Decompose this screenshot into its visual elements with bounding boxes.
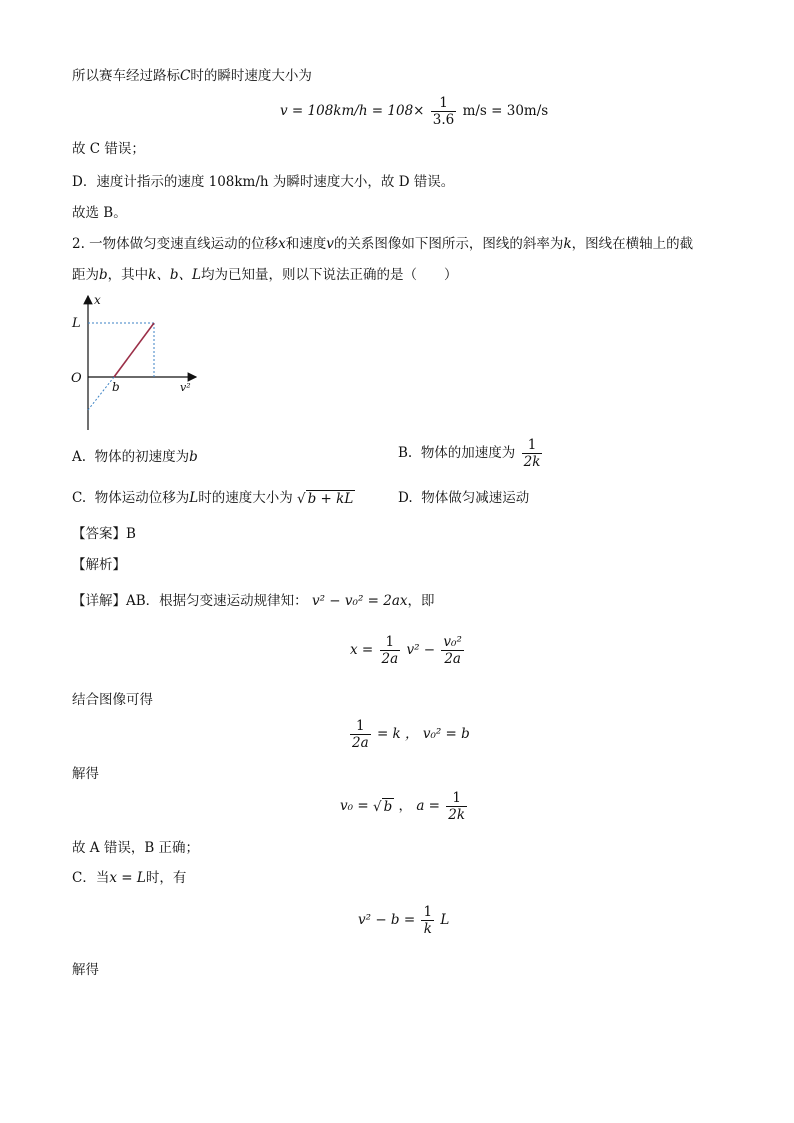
text: ，其中 <box>107 267 149 283</box>
x-axis-label: v² <box>180 381 191 394</box>
option-c[interactable] <box>72 488 355 509</box>
question-2-line-2 <box>72 265 457 285</box>
sqrt: √ b + kL <box>297 490 354 507</box>
option-label: D. <box>398 490 413 506</box>
option-text-2: 时的速度大小为 <box>198 490 293 506</box>
origin-label: O <box>71 371 82 386</box>
eq1-den: 3.6 <box>432 112 455 128</box>
detail-label: 【详解】 <box>72 593 126 609</box>
option-text: 物体的加速度为 <box>420 445 516 461</box>
paragraph-9: 解得 <box>72 962 99 978</box>
text: C．当 <box>72 870 110 886</box>
option-b-fraction <box>522 437 543 470</box>
var-v: v <box>326 236 334 252</box>
eq4-lhs: v₀ = <box>340 798 369 814</box>
analysis-label: 【解析】 <box>72 557 126 573</box>
option-b[interactable] <box>398 437 544 470</box>
equation-5 <box>358 904 449 937</box>
var-x: x <box>278 236 286 252</box>
option-a[interactable] <box>72 447 198 467</box>
eq1-num: 1 <box>439 95 448 111</box>
num: 1 <box>452 790 461 806</box>
question-2-line-1 <box>72 234 693 254</box>
paragraph-8 <box>72 868 186 888</box>
var-l: L <box>189 490 199 506</box>
var-k: k <box>563 236 572 252</box>
eq2-frac-2 <box>441 634 463 667</box>
num: 1 <box>356 718 365 734</box>
eq2-frac-1 <box>380 634 401 667</box>
eq5-rhs: L <box>440 912 450 928</box>
text: 均为已知量，则以下说法正确的是（ ） <box>200 267 458 283</box>
option-text: 物体做匀减速运动 <box>421 490 530 506</box>
eq2-mid: v² − <box>406 642 436 658</box>
equation-2 <box>350 634 466 667</box>
text: 和速度 <box>285 236 327 252</box>
option-label: A. <box>72 449 87 465</box>
x-v2-graph <box>66 290 206 435</box>
var-c: C <box>180 68 191 84</box>
radicand: b <box>383 798 393 815</box>
graph-line <box>114 323 154 377</box>
eq1-fraction <box>431 95 456 128</box>
answer-value: B <box>126 526 136 542</box>
y-mark-label: L <box>72 316 81 331</box>
num: 1 <box>423 904 433 920</box>
text: 距为 <box>72 267 99 283</box>
detail-equation: v² − v₀² = 2ax <box>311 593 408 609</box>
den: 2a <box>441 650 463 667</box>
paragraph-5: 结合图像可得 <box>72 692 153 708</box>
paragraph-7: 故 A 错误，B 正确； <box>72 840 200 856</box>
eq1-rhs: m/s = 30m/s <box>462 103 549 119</box>
x-mark-label: b <box>112 380 120 394</box>
var-b: b <box>189 449 198 465</box>
paragraph-4: 故选 B。 <box>72 205 127 221</box>
eq3-mid: = k ， <box>376 726 419 742</box>
radicand: b + kL <box>307 490 354 507</box>
text: 时，有 <box>145 870 187 886</box>
answer <box>72 524 136 544</box>
paragraph-1 <box>72 66 312 86</box>
equation-1 <box>280 95 548 128</box>
eq3-rhs: v₀² = b <box>422 726 470 742</box>
eq5-frac <box>421 904 434 937</box>
text: 的关系图像如下图所示，图线的斜率为 <box>333 236 564 252</box>
eq4-frac <box>446 790 467 823</box>
vars-kbl: k、b、L <box>148 267 201 283</box>
paragraph-2: 故 C 错误； <box>72 141 145 157</box>
text: 所以赛车经过路标 <box>72 68 180 84</box>
eq4-mid: ， <box>398 798 413 814</box>
eq4-a: a = <box>416 798 440 814</box>
y-axis-label: x <box>94 293 101 307</box>
eq5-lhs: v² − b = <box>358 912 416 928</box>
detail-line <box>72 591 435 611</box>
equation-3 <box>348 718 470 751</box>
option-label: C. <box>72 490 87 506</box>
equation-4 <box>340 790 469 823</box>
var-b: b <box>99 267 108 283</box>
paragraph-6: 解得 <box>72 766 99 782</box>
sqrt: √ b <box>372 798 393 815</box>
option-label: B. <box>398 445 413 461</box>
inline-equation: x = L <box>109 870 146 886</box>
guide-extension <box>88 377 114 410</box>
detail-tail: ，即 <box>407 593 435 609</box>
den: 2a <box>381 651 399 667</box>
frac-den: 2k <box>523 454 541 470</box>
eq2-lhs: x = <box>350 642 374 658</box>
answer-label: 【答案】 <box>72 526 126 542</box>
den: 2k <box>448 807 466 823</box>
frac-num: 1 <box>527 437 537 453</box>
paragraph-3: D．速度计指示的速度 108km/h 为瞬时速度大小，故 D 错误。 <box>72 174 455 190</box>
option-text: 物体的初速度为 <box>94 449 190 465</box>
detail-text: AB．根据匀变速运动规律知： <box>126 593 308 609</box>
eq3-frac <box>350 718 371 751</box>
text: 时的瞬时速度大小为 <box>190 68 312 84</box>
text: ，图线在横轴上的截 <box>571 236 694 252</box>
den: k <box>421 920 434 937</box>
option-text: 物体运动位移为 <box>94 490 190 506</box>
den: 2a <box>352 735 369 751</box>
option-d[interactable] <box>398 488 529 508</box>
num: v₀² <box>443 634 462 650</box>
text: 2. 一物体做匀变速直线运动的位移 <box>72 236 279 252</box>
eq1-lhs: v = 108km/h = 108× <box>280 103 425 119</box>
num: 1 <box>385 634 395 650</box>
